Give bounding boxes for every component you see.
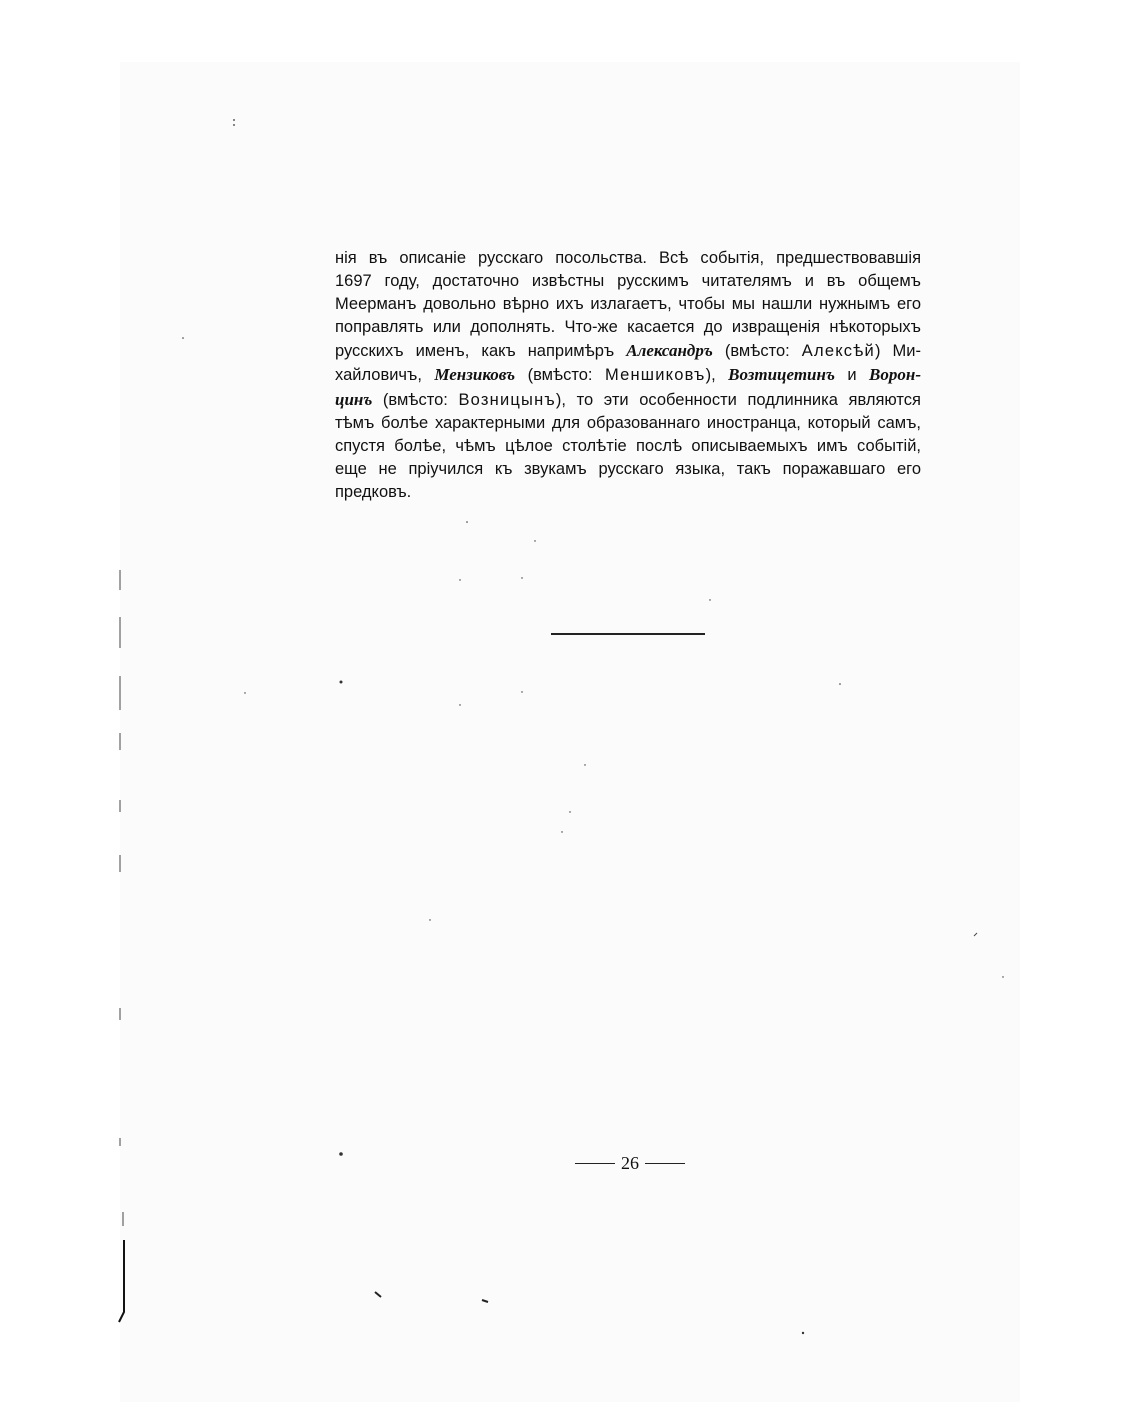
text-run: 1697 году, достаточно извѣстны русскимъ читателямъ и въ общемъ [335, 272, 921, 291]
page-number: 26 [621, 1152, 639, 1173]
italic-name: Ворон- [869, 365, 921, 385]
text-run: ), [705, 366, 729, 385]
italic-name: цинъ [335, 389, 373, 409]
spaced-name: Возницынъ [458, 390, 556, 409]
text-run: хайловичъ, [335, 366, 435, 385]
text-run: поправлять или дополнять. Что-же касается до извращенія нѣкоторыхъ [335, 318, 921, 337]
spaced-name: Алексѣй [801, 342, 875, 361]
italic-name: Александръ [626, 341, 713, 361]
text-run: русскихъ именъ, какъ напримѣръ [335, 342, 627, 361]
text-run: спустя болѣе, чѣмъ цѣлое столѣтіе послѣ описываемыхъ имъ событій, [335, 436, 921, 455]
text-run: (вмѣсто: [712, 342, 802, 361]
italic-name: Возтицетинъ [728, 365, 835, 385]
text-run: ), то эти особенности подлинника являются [555, 390, 921, 409]
text-run: предковъ. [335, 482, 412, 501]
italic-name: Мензиковъ [434, 365, 516, 385]
text-run: и [834, 366, 870, 385]
text-run: (вмѣсто: [372, 390, 459, 409]
spaced-name: Меншиковъ [604, 366, 706, 385]
text-run: (вмѣсто: [515, 366, 605, 385]
text-run: тѣмъ болѣе характерными для образованнаго иностранца, который самъ, [335, 413, 921, 432]
text-run: нія въ описаніе русскаго посольства. Всѣ событія, предшествовавшія [335, 249, 921, 267]
text-run: Меерманъ довольно вѣрно ихъ излагаетъ, чтобы мы нашли нужнымъ его [335, 295, 921, 314]
text-run: еще не пріучился къ звукамъ русскаго языка, такъ поражавшаго его [335, 459, 921, 478]
text-run: ) Ми- [874, 342, 921, 361]
